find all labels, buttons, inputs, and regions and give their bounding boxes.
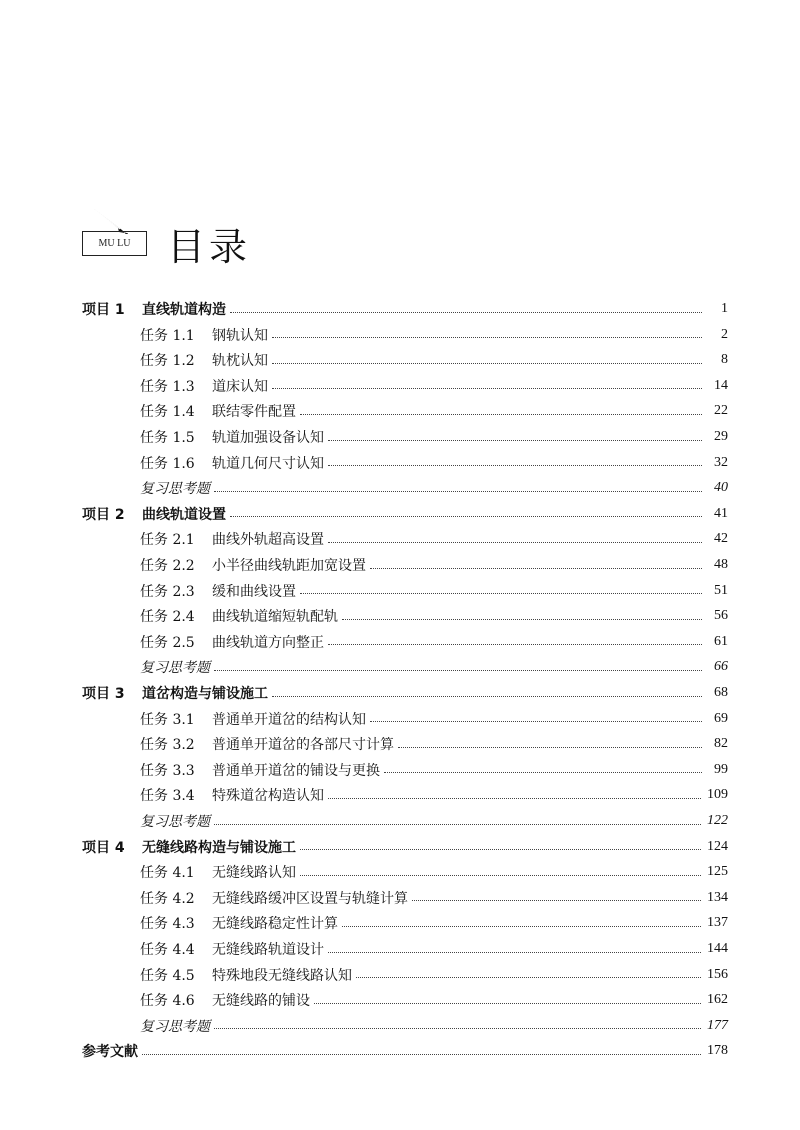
toc-entry-number: 任务 3.1 — [140, 711, 195, 728]
toc-entry-title: 无缝线路轨道设计 — [212, 942, 324, 958]
toc-entry-task[interactable] — [140, 401, 728, 421]
toc-entry-title: 联结零件配置 — [212, 404, 296, 421]
toc-entry-number: 任务 4.3 — [140, 916, 195, 933]
toc-entry-number: 任务 4.6 — [140, 993, 195, 1010]
dot-leader — [412, 886, 701, 901]
toc-entry-page: 162 — [707, 992, 728, 1008]
toc-entry-page: 124 — [707, 838, 728, 854]
toc-entry-number: 任务 1.6 — [140, 455, 195, 472]
dot-leader — [328, 451, 702, 466]
toc-entry-page: 2 — [721, 326, 728, 342]
toc-entry-page: 56 — [714, 608, 728, 624]
toc-entry-project[interactable] — [82, 504, 728, 524]
toc-entry-title: 道岔构造与铺设施工 — [142, 686, 268, 702]
toc-entry-task[interactable] — [140, 555, 728, 575]
toc-entry-number: 任务 1.1 — [140, 327, 195, 344]
toc-entry-task[interactable] — [140, 325, 728, 345]
toc-entry-task[interactable] — [140, 709, 728, 729]
toc-entry-task[interactable] — [140, 632, 728, 652]
toc-entry-page: 137 — [707, 915, 728, 931]
dot-leader — [328, 528, 702, 543]
toc-entry-review[interactable] — [140, 1016, 728, 1036]
toc-entry-title: 特殊道岔构造认知 — [212, 788, 324, 805]
dot-leader — [328, 938, 701, 953]
toc-entry-task[interactable] — [140, 990, 728, 1010]
toc-entry-page: 51 — [714, 582, 728, 598]
toc-entry-task[interactable] — [140, 862, 728, 882]
dot-leader — [342, 605, 702, 620]
toc-entry-page: 48 — [714, 557, 728, 572]
dot-leader — [272, 374, 702, 389]
toc-entry-task[interactable] — [140, 939, 728, 959]
toc-entry-title: 轨枕认知 — [212, 353, 268, 370]
toc-entry-page: 40 — [714, 480, 728, 496]
toc-entry-page: 29 — [714, 429, 728, 444]
toc-entry-number: 任务 3.4 — [140, 788, 195, 805]
dot-leader — [314, 989, 701, 1004]
toc-entry-title: 小半径曲线轨距加宽设置 — [212, 558, 366, 574]
toc-entry-number: 任务 2.5 — [140, 634, 195, 651]
toc-entry-number: 任务 2.3 — [140, 583, 195, 600]
toc-entry-task[interactable] — [140, 376, 728, 396]
dot-leader — [370, 707, 702, 722]
toc-entry-title: 曲线轨道缩短轨配轨 — [212, 609, 338, 626]
dot-leader — [328, 784, 701, 799]
toc-entry-title: 无缝线路认知 — [212, 865, 296, 882]
toc-entry-title: 无缝线路的铺设 — [212, 993, 310, 1010]
dot-leader — [214, 477, 702, 492]
toc-entry-page: 99 — [714, 761, 728, 777]
dot-leader — [142, 1040, 701, 1055]
toc-entry-page: 42 — [714, 531, 728, 547]
toc-entry-title: 直线轨道构造 — [142, 302, 226, 318]
dot-leader — [300, 579, 702, 594]
toc-entry-page: 61 — [714, 633, 728, 649]
toc-entry-page: 177 — [707, 1017, 728, 1033]
toc-entry-title: 普通单开道岔的结构认知 — [212, 711, 366, 728]
toc-entry-task[interactable] — [140, 581, 728, 601]
toc-entry-review[interactable] — [140, 657, 728, 677]
toc-entry-title: 曲线外轨超高设置 — [212, 532, 324, 549]
toc-entry-page: 68 — [714, 685, 728, 700]
dot-leader — [214, 1014, 701, 1029]
toc-entry-task[interactable] — [140, 453, 728, 473]
mulu-logo-box — [82, 231, 147, 256]
toc-entry-number: 任务 2.2 — [140, 558, 195, 574]
toc-entry-number: 任务 3.2 — [140, 737, 195, 754]
toc-entry-title: 缓和曲线设置 — [212, 583, 296, 600]
dot-leader — [342, 912, 701, 927]
dot-leader — [384, 758, 702, 773]
dot-leader — [272, 323, 702, 338]
toc-entry-title: 复习思考题 — [140, 814, 210, 830]
toc-entry-title: 无缝线路缓冲区设置与轨缝计算 — [212, 890, 408, 907]
toc-entry-number: 任务 1.4 — [140, 404, 195, 421]
toc-entry-number: 任务 3.3 — [140, 762, 195, 779]
toc-entry-number: 任务 4.2 — [140, 890, 195, 907]
toc-entry-page: 32 — [714, 454, 728, 470]
toc-entry-page: 125 — [707, 864, 728, 880]
toc-entry-number: 项目 4 — [82, 839, 125, 856]
toc-entry-project[interactable] — [82, 299, 728, 319]
toc-entry-number: 项目 3 — [82, 686, 125, 702]
toc-entry-number: 任务 1.3 — [140, 378, 195, 395]
toc-entry-title: 普通单开道岔的各部尺寸计算 — [212, 737, 394, 754]
toc-entry-review[interactable] — [140, 811, 728, 831]
toc-entry-title: 参考文献 — [82, 1044, 138, 1061]
dot-leader — [328, 630, 702, 645]
toc-header — [82, 208, 382, 268]
toc-entry-task[interactable] — [140, 913, 728, 933]
toc-entry-page: 66 — [714, 659, 728, 675]
toc-entry-page: 144 — [707, 941, 728, 956]
toc-entry-task[interactable] — [140, 606, 728, 626]
toc-entry-task[interactable] — [140, 888, 728, 908]
toc-entry-title: 复习思考题 — [140, 481, 210, 498]
toc-entry-page: 134 — [707, 889, 728, 905]
toc-entry-page: 22 — [714, 403, 728, 419]
toc-entry-task[interactable] — [140, 427, 728, 447]
toc-entry-page: 14 — [714, 377, 728, 393]
toc-entry-title: 钢轨认知 — [212, 327, 268, 344]
dot-leader — [370, 554, 702, 569]
toc-entry-title: 轨道几何尺寸认知 — [212, 455, 324, 472]
toc-entry-page: 1 — [721, 301, 728, 316]
toc-entry-page: 69 — [714, 710, 728, 726]
dot-leader — [300, 400, 702, 415]
toc-entry-page: 82 — [714, 736, 728, 752]
toc-entry-number: 项目 1 — [82, 302, 125, 318]
toc-entry-number: 任务 4.4 — [140, 942, 195, 958]
toc-entry-project[interactable] — [82, 837, 728, 857]
dot-leader — [230, 502, 702, 517]
toc-entry-number: 任务 1.5 — [140, 430, 195, 446]
dot-leader — [356, 963, 701, 978]
dot-leader — [230, 298, 702, 313]
toc-entry-task[interactable] — [140, 965, 728, 985]
toc-entry-title: 复习思考题 — [140, 660, 210, 677]
dot-leader — [300, 861, 701, 876]
toc-entry-title: 普通单开道岔的铺设与更换 — [212, 762, 380, 779]
toc-entry-project[interactable] — [82, 683, 728, 703]
toc-entry-review[interactable] — [140, 478, 728, 498]
toc-entry-page: 8 — [721, 352, 728, 368]
toc-entry-number: 任务 2.1 — [140, 532, 195, 549]
dot-leader — [272, 349, 702, 364]
dot-leader — [214, 810, 701, 825]
dot-leader — [300, 835, 701, 850]
logo-text: MU LU — [98, 238, 131, 249]
page-title: 目录 — [167, 225, 252, 269]
toc-entry-title: 无缝线路构造与铺设施工 — [142, 839, 296, 856]
toc-entry-page: 156 — [707, 966, 728, 982]
toc-entry-title: 道床认知 — [212, 378, 268, 395]
dot-leader — [398, 733, 702, 748]
dot-leader — [272, 682, 702, 697]
dot-leader — [328, 426, 702, 441]
toc-entry-page: 178 — [707, 1043, 728, 1059]
toc-entry-refs[interactable] — [82, 1041, 728, 1061]
toc-entry-page: 122 — [707, 813, 728, 828]
toc-entry-task[interactable] — [140, 350, 728, 370]
toc-entry-number: 项目 2 — [82, 506, 125, 523]
toc-entry-task[interactable] — [140, 734, 728, 754]
toc-entry-task[interactable] — [140, 785, 728, 805]
toc-entry-title: 曲线轨道设置 — [142, 506, 226, 523]
toc-entry-title: 轨道加强设备认知 — [212, 430, 324, 446]
toc-entry-number: 任务 2.4 — [140, 609, 195, 626]
toc-entry-page: 109 — [707, 787, 728, 803]
toc-entry-number: 任务 1.2 — [140, 353, 195, 370]
toc-entry-title: 曲线轨道方向整正 — [212, 634, 324, 651]
toc-entry-title: 特殊地段无缝线路认知 — [212, 967, 352, 984]
toc-entry-task[interactable] — [140, 529, 728, 549]
toc-entry-title: 无缝线路稳定性计算 — [212, 916, 338, 933]
toc-entry-title: 复习思考题 — [140, 1018, 210, 1035]
toc-entry-number: 任务 4.1 — [140, 865, 195, 882]
toc-entry-number: 任务 4.5 — [140, 967, 195, 984]
dot-leader — [214, 656, 702, 671]
toc-entry-page: 41 — [714, 505, 728, 521]
toc-entry-task[interactable] — [140, 760, 728, 780]
